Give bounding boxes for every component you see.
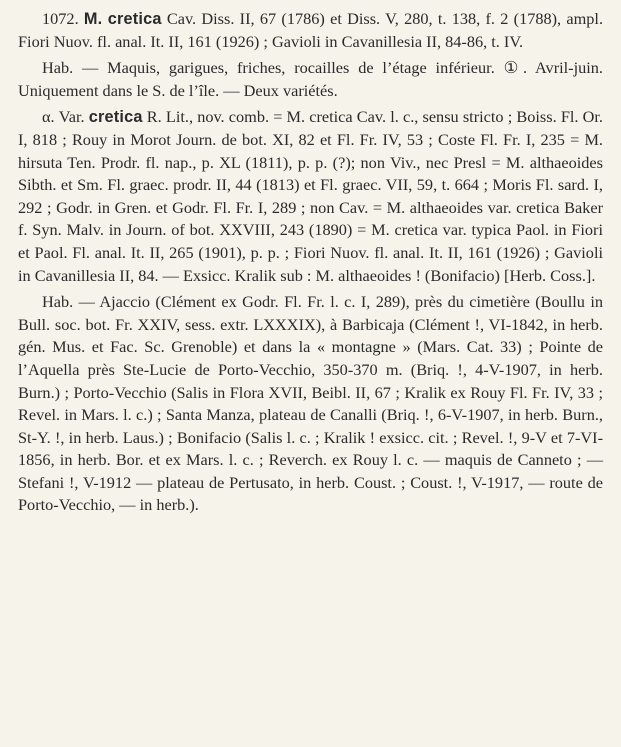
variety-prefix: α. Var. (42, 107, 85, 127)
species-name: cretica (107, 10, 162, 28)
entry-citation: Cav. Diss. II, 67 (1786) et Diss. V, 280, t. 138, f. 2 (1788), ampl. Fiori Nuov. fl. anal. It. II, 161 (1926) ; Gavioli in Cavanillesia II, 84-86, t. IV. (18, 9, 604, 51)
genus-initial: M. (83, 10, 103, 28)
variety-paragraph (18, 106, 603, 287)
species-entry (18, 8, 603, 53)
entry-number: 1072. (42, 9, 79, 28)
variety-synonymy: R. Lit., nov. comb. = M. cretica Cav. l. c., sensu stricto ; Boiss. Fl. Or. I, 818 ; Rouy in Morot Journ. de bot. XI, 82 et Fl. Fr. IV, 53 ; Coste Fl. Fr. I, 235 = M. hirsuta Ten. Prodr. fl. nap., p. XL (1811), p. p. (?); non Viv., nec Presl = M. althaeoides Sibth. et Sm. Fl. graec. prodr. II, 44 (1813) et Fl. graec. VII, 59, t. 664 ; Moris Fl. sard. I, 292 ; Godr. in Gren. et Godr. Fl. Fr. I, 289 ; non Cav. = M. althaeoides var. cretica Baker f. Syn. Malv. in Journ. of bot. XXVIII, 243 (1890) = M. cretica var. typica Paol. in Fiori et Paol. Fl. anal. It. II, 265 (1901), p. p. ; Fiori Nuov. fl. anal. It. II, 161 (1926) ; Gavioli in Cavanillesia II, 84. — Exsicc. Kralik sub : M. althaeoides ! (Bonifacio) [Herb. Coss.]. (18, 107, 603, 285)
habitat-paragraph: Hab. — Maquis, garigues, friches, rocailles de l’étage inférieur. ①. Avril-juin. Uniquement dans le S. de l’île. — Deux variétés. (18, 58, 603, 100)
localities-paragraph: Hab. — Ajaccio (Clément ex Godr. Fl. Fr. l. c. I, 289), près du cimetière (Boullu in Bull. soc. bot. Fr. XXIV, sess. extr. LXXXIX), à Barbicaja (Clément !, VI-1842, in herb. gén. Mus. et Fac. Sc. Grenoble) et dans la « montagne » (Mars. Cat. 33) ; Pointe de l’Aquella près Ste-Lucie de Porto-Vecchio, 350-370 m. (Briq. !, 4-V-1907, in herb. Burn.) ; Porto-Vecchio (Salis in Flora XVII, Beibl. II, 67 ; Kralik ex Rouy Fl. Fr. IV, 33 ; Revel. in Mars. l. c.) ; Santa Manza, plateau de Canalli (Briq. !, 6-V-1907, in herb. Burn., St-Y. !, in herb. Laus.) ; Bonifacio (Salis l. c. ; Kralik ! exsicc. cit. ; Revel. !, 9-V et 7-VI-1856, in herb. Bor. et ex Mars. l. c. ; Reverch. ex Rouy l. c. — maquis de Canneto ; — Stefani !, V-1912 — plateau de Pertusato, in herb. Coust. ; Coust. !, V-1917, — route de Porto-Vecchio, — in herb.). (18, 292, 603, 515)
variety-name: cretica (88, 108, 143, 127)
